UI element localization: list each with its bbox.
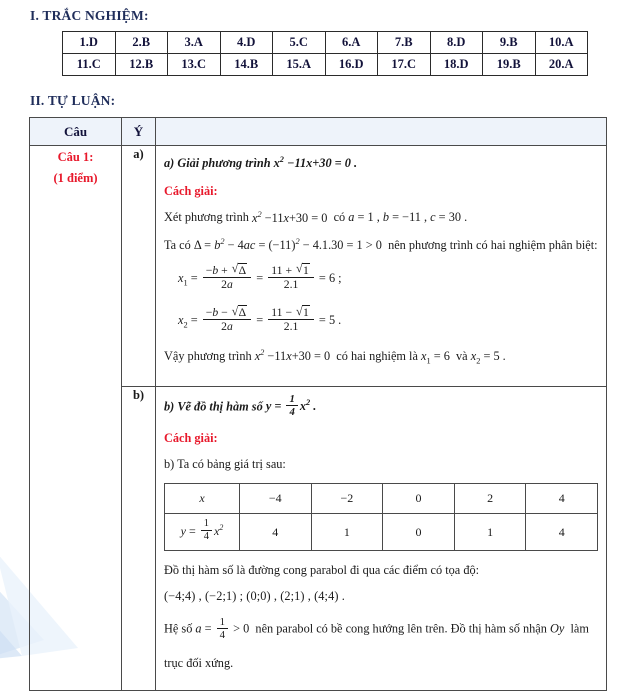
answer-cell: 15.A [273,54,326,76]
column-header-noi-dung [156,118,607,146]
answer-cell: 16.D [325,54,378,76]
value-table [164,483,598,551]
answer-cell: 17.C [378,54,431,76]
question-number: Câu 1: [57,150,94,164]
part-a-prompt-equation: $x^2 -11x+30 = 0$ . [273,155,358,171]
part-b-coefficient-line: Hệ số a = $\frac{1}{4}$ > 0 nên parabol có bề cong hướng lên trên. Đồ thị hàm số nhận Oy làm [164,615,589,641]
value-table-row-x [165,484,598,514]
answer-cell: 4.D [220,32,273,54]
part-b-parabola-line: Đồ thị hàm số là đường cong parabol đi qua các điểm có tọa độ: [164,563,480,578]
answer-cell: 7.B [378,32,431,54]
value-table-label-y: y = $\frac{1}{4}$ $x^2$ [165,514,240,551]
value-table-wrap [164,483,598,551]
answer-cell: 18.D [430,54,483,76]
part-a-how-label: Cách giải: [164,183,218,198]
answer-cell: 19.B [483,54,536,76]
part-marker-b: b) [122,386,156,691]
part-a-root-2: $x_2$ = $\frac{-b - √ \Delta}{2a}$ = $\frac{11 - √ 1}{2.1}$ = 5 . [178,307,598,335]
value-cell-x: 0 [383,484,455,514]
value-cell-y: 1 [454,514,526,551]
part-b-table-intro: b) Ta có bảng giá trị sau: [164,457,286,472]
multiple-choice-answers-table [62,31,588,76]
value-cell-y: 4 [240,514,312,551]
part-b-coordinates: (−4;4) , (−2;1) ; (0;0) , (2;1) , (4;4) . [164,588,345,603]
part-a-root-1: $x_1$ = $\frac{-b + √ \Delta}{2a}$ = $\frac{11 + √ 1}{2.1}$ = 6 ; [178,265,598,293]
part-a-prompt [164,154,598,173]
part-b-prompt-equation: y = $\frac{1}{4}$ $x^2$ . [265,392,317,418]
essay-table-header-row [30,118,607,146]
answer-cell: 8.D [430,32,483,54]
part-b-coefficient-prefix: Hệ số [164,621,196,636]
value-cell-x: 2 [454,484,526,514]
essay-solution-table [29,117,607,691]
answer-cell: 11.C [63,54,116,76]
section-heading-multiple-choice: I. TRẮC NGHIỆM: [30,8,149,23]
question-label-cell [30,146,122,691]
answer-cell: 1.D [63,32,116,54]
part-marker-a: a) [122,146,156,387]
question-points: (1 điểm) [53,171,98,186]
part-b-axis-line: trục đối xứng. [164,656,234,671]
section-heading-essay: II. TỰ LUẬN: [30,93,116,108]
part-a-line-1-prefix: Xét phương trình [164,210,252,225]
answer-cell: 12.B [115,54,168,76]
table-row [63,32,588,54]
part-b-prompt [164,392,598,420]
answer-cell: 3.A [168,32,221,54]
answer-cell: 6.A [325,32,378,54]
value-cell-y: 0 [383,514,455,551]
value-cell-x: 4 [526,484,598,514]
answer-cell: 13.C [168,54,221,76]
value-cell-y: 1 [311,514,383,551]
table-row [63,54,588,76]
part-a-prompt-text: a) Giải phương trình [164,156,274,171]
value-cell-x: −4 [240,484,312,514]
value-table-row-y [165,514,598,551]
answer-cell: 10.A [535,32,588,54]
part-a-line-1-equation: $x^2 -11x+30 = 0$ [251,209,328,225]
answer-cell: 9.B [483,32,536,54]
value-cell-y: 4 [526,514,598,551]
answer-cell: 2.B [115,32,168,54]
part-a-conclusion: Vậy phương trình $x^2 -11x+30 = 0$ có hai nghiệm là $x_1 = 6$ và $x_2 = 5$ . [164,348,506,366]
part-b-how-label: Cách giải: [164,430,218,445]
table-row-part-a [30,146,607,387]
part-a-line-1: Xét phương trình $x^2 -11x+30 = 0$ có a = 1 , b = −11 , c = 30 . [164,209,468,225]
part-b-prompt-text: b) Vẽ đồ thị hàm số [164,398,266,413]
value-table-label-x: x [165,484,240,514]
value-cell-x: −2 [311,484,383,514]
essay-table-wrap [29,117,640,691]
multiple-choice-table-wrap [62,31,640,76]
column-header-y: Ý [122,118,156,146]
answer-cell: 5.C [273,32,326,54]
part-a-content [156,146,607,387]
column-header-cau: Câu [30,118,122,146]
answer-cell: 20.A [535,54,588,76]
part-a-line-2: Ta có $\Delta = b^2 - 4ac = (-11)^2 - 4.1.30 = 1 > 0$ nên phương trình có hai nghiệm phân biệt: [164,237,598,253]
answer-cell: 14.B [220,54,273,76]
part-b-content [156,386,607,691]
